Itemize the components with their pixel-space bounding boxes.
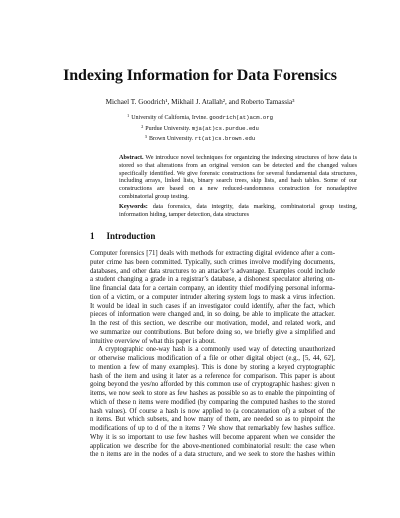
- text-line: databases, and other data structures to an attacker’s advantage. Examples could include: [90, 267, 335, 275]
- section-title: Introduction: [106, 231, 156, 241]
- paper-title: Indexing Information for Data Forensics: [63, 67, 337, 84]
- email-link: mja(at)cs.purdue.edu: [191, 124, 259, 132]
- affiliation-1: $^1$ University of California, Irvine. goodrich(at)acm.org: [127, 113, 273, 121]
- text-line: It would be ideal in such cases if an investigator could identify, after the fact, which: [90, 302, 335, 310]
- text-line: hash values). Of course a hash is now applied to (a concatenation of) a subset of the: [90, 407, 335, 415]
- text-line: modifications of up to d of the n items ? We show that remarkably few hashes suffice.: [90, 425, 335, 432]
- text-line: we summarize our contributions. But before doing so, we briefly give a simplified and: [90, 328, 335, 336]
- section-body: [90, 250, 335, 460]
- affiliation-3: $^3$ Brown University. rt(at)cs.brown.edu: [144, 134, 256, 143]
- text-line: items, we now seek to store as few hashes as possible so as to enable the pinpointing of: [90, 390, 335, 397]
- text-line: Computer forensics [71] deals with methods for extracting digital evidence after a com-: [90, 250, 335, 257]
- abstract-label: Abstract.: [119, 154, 144, 161]
- text-line: A cryptographic one-way hash is a commonly used way of detecting unauthorized: [98, 346, 335, 354]
- text-line: hash of the item and using it later as a reference for comparison. This paper is about: [90, 372, 335, 380]
- paragraph-1: [90, 250, 335, 346]
- text-line: the n items are in the nodes of a data structure, and we seek to store the hashes within: [90, 451, 335, 459]
- text-line: Why it is so important to use few hashes will become apparent when we consider the: [90, 433, 335, 441]
- text-line: a student changing a grade in a registrar’s database, a dishonest speculator altering on-: [90, 276, 335, 284]
- text-line: going beyond the yes/no afforded by this common use of cryptographic hashes: given n: [90, 381, 335, 389]
- text-line: pieces of information were changed and, in so doing, be able to implicate the attacker.: [90, 311, 335, 319]
- text-line: n items. But which subsets, and how many of them, are needed so as to pinpoint the: [90, 416, 335, 424]
- text-line: In the rest of this section, we describe our motivation, model, and related work, and: [90, 320, 335, 327]
- text-line: intuitive overview of what this paper is about.: [90, 337, 216, 345]
- affiliation-2: $^2$ Purdue University. mja(at)cs.purdue.edu: [141, 123, 259, 132]
- text-line: line financial data for a certain company, an identity thief modifying personal informa-: [90, 285, 335, 292]
- text-line: which of these n items were modified (by comparing the computed hashes to the stored: [90, 398, 335, 406]
- paragraph-2: [90, 346, 335, 460]
- email-link: goodrich(at)acm.org: [209, 114, 273, 121]
- section-number: 1: [90, 231, 95, 241]
- keywords: [119, 203, 357, 219]
- abstract: [119, 154, 357, 201]
- affiliations: [0, 112, 400, 144]
- email-link: rt(at)cs.brown.edu: [194, 135, 256, 143]
- text-line: application we describe for the above-mentioned combinatorial result: the case when: [90, 442, 335, 450]
- keywords-label: Keywords:: [119, 203, 148, 210]
- keywords-text: data forensics, data integrity, data marking, combinatorial group testing, information hiding, tamper detection, data structures: [119, 203, 358, 218]
- text-line: or otherwise malicious modification of a file or other digital object (e.g., [5, 44, 62],: [90, 355, 335, 362]
- text-line: to mention a few of many examples). This is done by storing a keyed cryptographic: [90, 363, 335, 371]
- text-line: tion of a victim, or a computer intruder altering system logs to mask a virus infection.: [90, 293, 335, 301]
- abstract-text: We introduce novel techniques for organizing the indexing structures of how data is stored so that alterations from an original version can be detected and the changed values specifically identified. We give forensic constructions for several fundamental data structures, including arrays, linked lists, binary search trees, skip lists, and hash tables. Some of our constructions are based on a new reduced-randomness construction for nonadaptive combinatorial group testing.: [119, 154, 357, 200]
- section-heading: [90, 231, 155, 241]
- text-line: puter crime has been committed. Typically, such crimes involve modifying documents,: [90, 258, 335, 266]
- paper-authors: Michael T. Goodrich¹, Mikhail J. Atallah², and Roberto Tamassia³: [105, 98, 295, 106]
